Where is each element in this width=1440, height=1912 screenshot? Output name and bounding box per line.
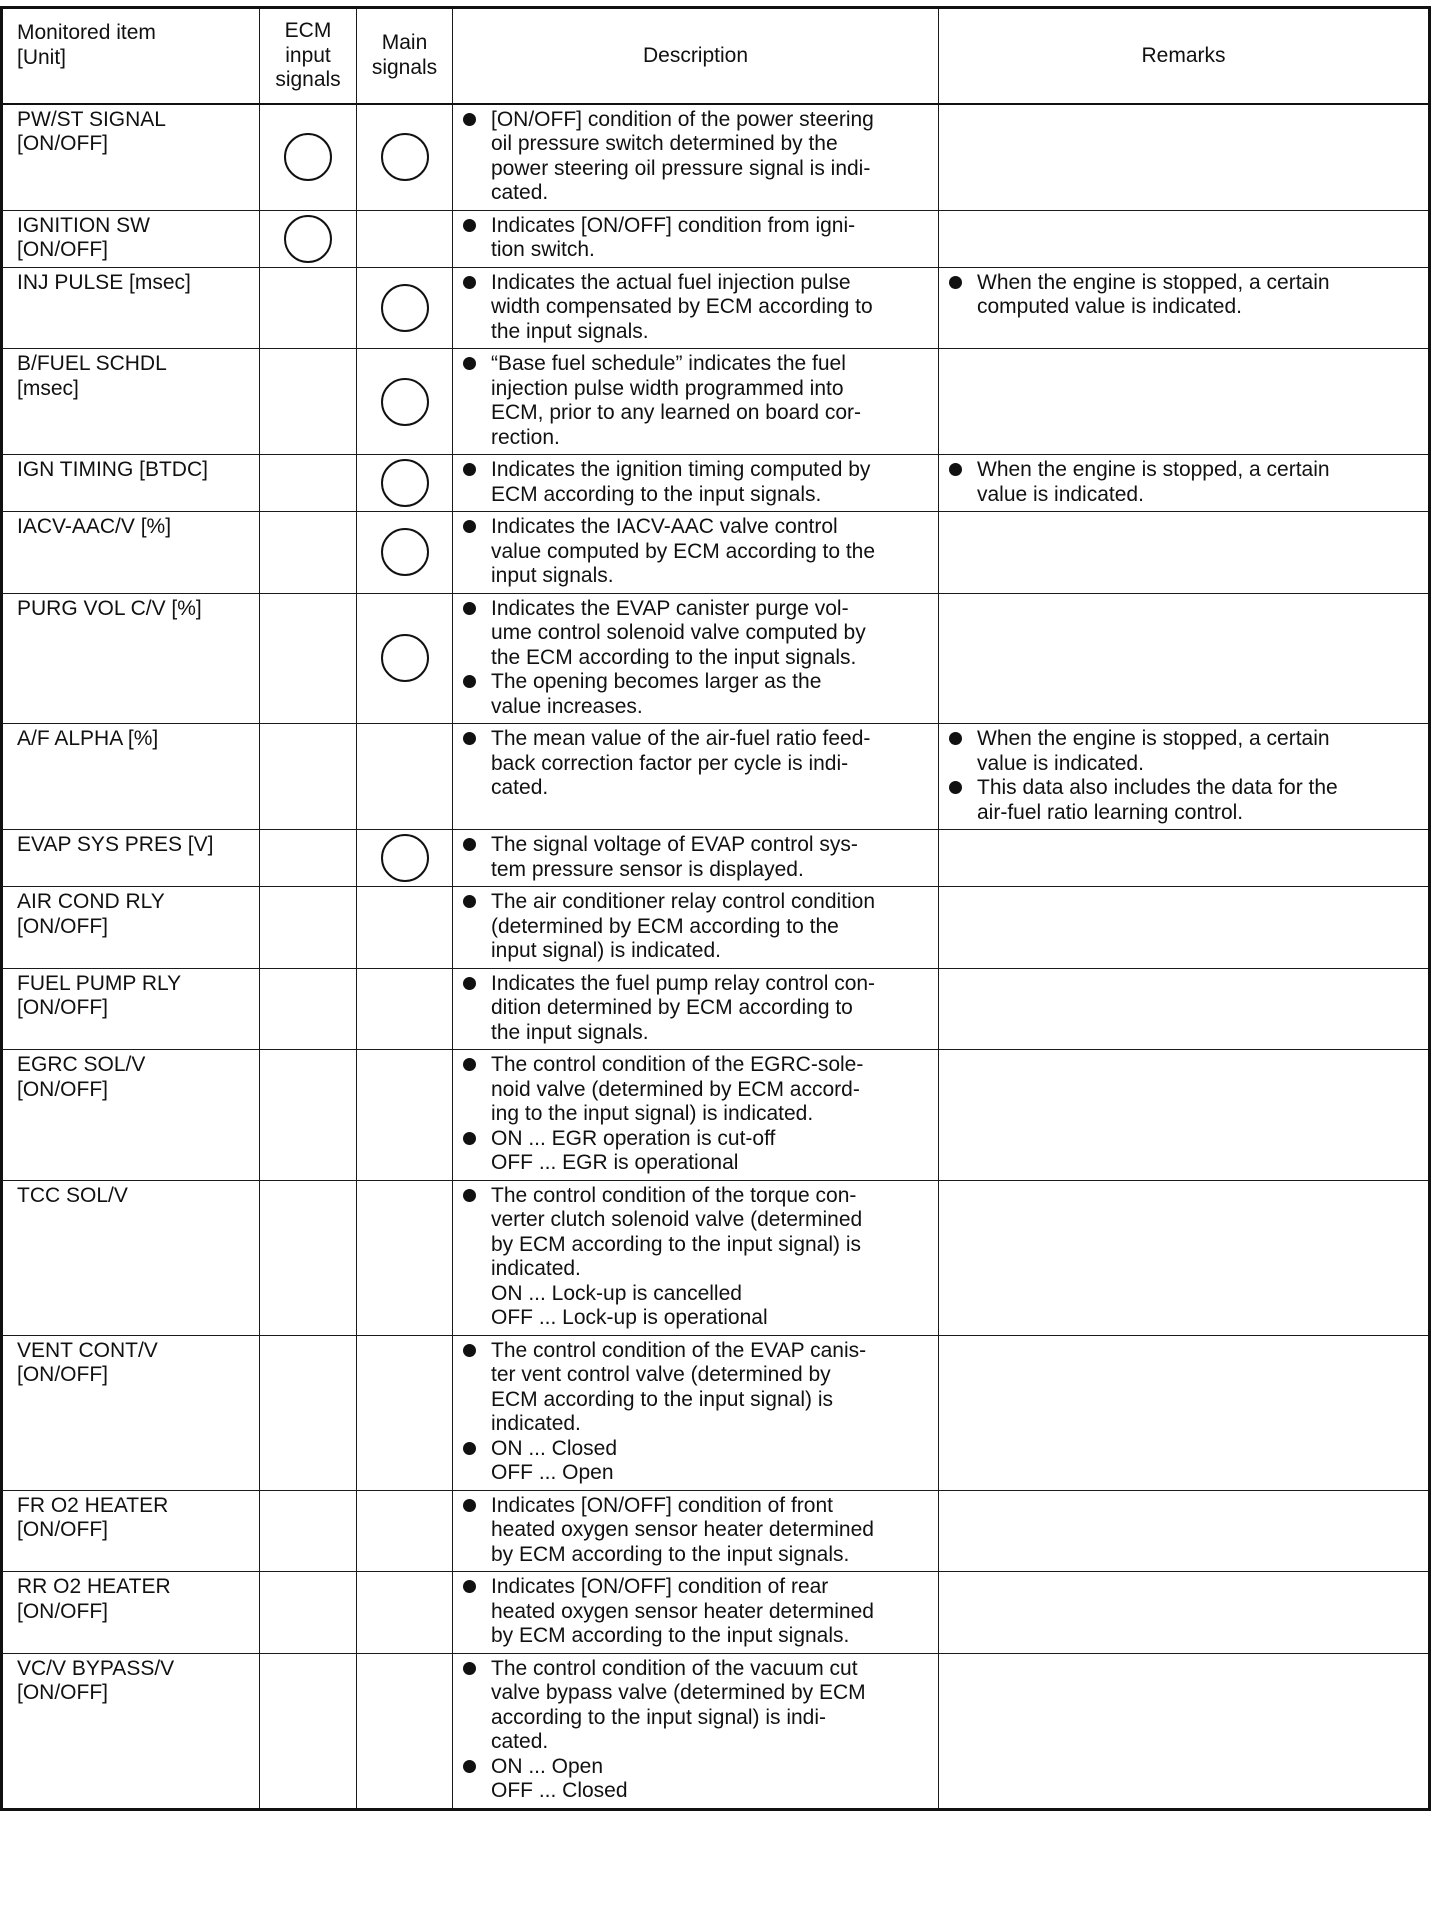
remarks-cell: [939, 455, 1430, 512]
remarks-cell: [939, 512, 1430, 594]
description-point-text: Indicates [ON/OFF] condition of rear heated oxygen sensor heater determined by ECM according to the input signals.: [491, 1575, 874, 1647]
remarks-cell: [939, 210, 1430, 267]
ecm-input-signal-cell: [260, 1490, 357, 1572]
description-cell: [453, 512, 939, 594]
description-point: [461, 458, 932, 507]
table-row: [2, 887, 1430, 969]
description-point: [461, 515, 932, 589]
bullet-icon: [463, 1058, 476, 1071]
bullet-icon: [463, 602, 476, 615]
description-cell: [453, 210, 939, 267]
description-cell: [453, 1180, 939, 1335]
ecm-input-signal-cell: [260, 349, 357, 455]
header-main-signals: Main signals: [357, 8, 453, 104]
monitored-item-name: VENT CONT/V [ON/OFF]: [2, 1335, 260, 1490]
remarks-cell: [939, 267, 1430, 349]
remark-point: [947, 727, 1422, 776]
monitored-item-name: PURG VOL C/V [%]: [2, 593, 260, 724]
remark-point: [947, 458, 1422, 507]
ecm-input-signal-cell: [260, 830, 357, 887]
monitored-item-name: EVAP SYS PRES [V]: [2, 830, 260, 887]
remarks-cell: [939, 968, 1430, 1050]
monitored-item-name: PW/ST SIGNAL [ON/OFF]: [2, 104, 260, 211]
description-point: [461, 108, 932, 206]
description-point-text: The air conditioner relay control condition (determined by ECM according to the input signal) is indicated.: [491, 890, 876, 962]
bullet-icon: [463, 1132, 476, 1145]
table-row: [2, 724, 1430, 830]
bullet-icon: [463, 276, 476, 289]
description-point: [461, 352, 932, 450]
description-point-text: Indicates the fuel pump relay control con- dition determined by ECM according to the input signals.: [491, 971, 876, 1044]
table-row: [2, 104, 1430, 211]
monitored-item-name: FUEL PUMP RLY [ON/OFF]: [2, 968, 260, 1050]
main-signal-cell: [357, 349, 453, 455]
description-point: [461, 1127, 932, 1176]
remarks-cell: [939, 349, 1430, 455]
description-point: [461, 972, 932, 1046]
description-point-text: The mean value of the air-fuel ratio feed- back correction factor per cycle is indi- cated.: [491, 727, 871, 799]
monitored-item-name: AIR COND RLY [ON/OFF]: [2, 887, 260, 969]
description-point-text: Indicates the IACV-AAC valve control value computed by ECM according to the input signals.: [491, 515, 876, 587]
ecm-input-mark: [284, 215, 332, 263]
table-row: [2, 968, 1430, 1050]
description-point-text: “Base fuel schedule” indicates the fuel injection pulse width programmed into ECM, prior to any learned on board cor- rection.: [491, 352, 862, 449]
bullet-icon: [463, 1580, 476, 1593]
main-signal-cell: [357, 1050, 453, 1181]
monitored-items-table: [0, 6, 1431, 1811]
table-row: [2, 1180, 1430, 1335]
ecm-input-signal-cell: [260, 104, 357, 211]
monitored-item-name: VC/V BYPASS/V [ON/OFF]: [2, 1653, 260, 1809]
table-row: [2, 1335, 1430, 1490]
description-point-text: The control condition of the vacuum cut valve bypass valve (determined by ECM according to the input signal) is indi- cated.: [491, 1656, 866, 1753]
description-point: [461, 890, 932, 964]
description-cell: [453, 593, 939, 724]
bullet-icon: [463, 732, 476, 745]
description-point: [461, 214, 932, 263]
table-header-row: [2, 8, 1430, 104]
bullet-icon: [463, 1442, 476, 1455]
description-cell: [453, 1653, 939, 1809]
table-row: [2, 1653, 1430, 1809]
description-cell: [453, 1050, 939, 1181]
main-signal-mark: [381, 459, 429, 507]
description-cell: [453, 968, 939, 1050]
bullet-icon: [463, 977, 476, 990]
ecm-input-signal-cell: [260, 887, 357, 969]
main-signal-cell: [357, 830, 453, 887]
main-signal-cell: [357, 1490, 453, 1572]
ecm-input-signal-cell: [260, 512, 357, 594]
ecm-input-mark: [284, 133, 332, 181]
table-row: [2, 1050, 1430, 1181]
remarks-cell: [939, 593, 1430, 724]
description-point: [461, 1575, 932, 1649]
table-row: [2, 210, 1430, 267]
table-row: [2, 349, 1430, 455]
description-point: [461, 271, 932, 345]
ecm-input-signal-cell: [260, 267, 357, 349]
ecm-input-signal-cell: [260, 1335, 357, 1490]
bullet-icon: [463, 219, 476, 232]
bullet-icon: [463, 1662, 476, 1675]
main-signal-mark: [381, 634, 429, 682]
monitored-item-name: B/FUEL SCHDL [msec]: [2, 349, 260, 455]
remarks-cell: [939, 1180, 1430, 1335]
main-signal-cell: [357, 512, 453, 594]
monitored-item-name: IGN TIMING [BTDC]: [2, 455, 260, 512]
header-description: Description: [453, 8, 939, 104]
bullet-icon: [463, 1760, 476, 1773]
ecm-input-signal-cell: [260, 1050, 357, 1181]
bullet-icon: [463, 463, 476, 476]
description-point-text: Indicates [ON/OFF] condition of front heated oxygen sensor heater determined by ECM according to the input signals.: [491, 1493, 874, 1566]
remarks-cell: [939, 1653, 1430, 1809]
description-cell: [453, 887, 939, 969]
bullet-icon: [463, 838, 476, 851]
description-point: [461, 1437, 932, 1486]
description-point-text: The control condition of the EGRC-sole- noid valve (determined by ECM accord- ing to the input signal) is indicated.: [491, 1053, 864, 1125]
description-point-text: Indicates the actual fuel injection pulse width compensated by ECM according to the input signals.: [491, 270, 873, 343]
monitored-item-name: IACV-AAC/V [%]: [2, 512, 260, 594]
main-signal-cell: [357, 267, 453, 349]
description-point: [461, 1755, 932, 1804]
table-row: [2, 593, 1430, 724]
main-signal-mark: [381, 378, 429, 426]
ecm-input-signal-cell: [260, 1180, 357, 1335]
monitored-item-name: IGNITION SW [ON/OFF]: [2, 210, 260, 267]
description-cell: [453, 104, 939, 211]
main-signal-mark: [381, 284, 429, 332]
bullet-icon: [949, 276, 962, 289]
monitored-item-name: INJ PULSE [msec]: [2, 267, 260, 349]
main-signal-cell: [357, 1572, 453, 1654]
header-remarks: Remarks: [939, 8, 1430, 104]
bullet-icon: [463, 895, 476, 908]
description-cell: [453, 830, 939, 887]
main-signal-cell: [357, 1180, 453, 1335]
monitored-item-name: RR O2 HEATER [ON/OFF]: [2, 1572, 260, 1654]
remark-point-text: When the engine is stopped, a certain value is indicated.: [977, 727, 1330, 775]
description-cell: [453, 1572, 939, 1654]
table-row: [2, 267, 1430, 349]
remarks-cell: [939, 1335, 1430, 1490]
header-ecm-input-signals: ECM input signals: [260, 8, 357, 104]
description-cell: [453, 1490, 939, 1572]
description-point-text: Indicates the ignition timing computed by ECM according to the input signals.: [491, 458, 871, 506]
bullet-icon: [463, 357, 476, 370]
description-point-text: Indicates [ON/OFF] condition from igni- tion switch.: [491, 213, 856, 261]
description-point: [461, 1339, 932, 1437]
ecm-input-signal-cell: [260, 210, 357, 267]
description-point-text: Indicates the EVAP canister purge vol- ume control solenoid valve computed by the ECM according to the input signals.: [491, 596, 866, 669]
main-signal-cell: [357, 593, 453, 724]
description-point-text: ON ... Closed OFF ... Open: [491, 1436, 618, 1484]
monitored-item-name: A/F ALPHA [%]: [2, 724, 260, 830]
monitored-item-name: EGRC SOL/V [ON/OFF]: [2, 1050, 260, 1181]
description-point-text: ON ... Open OFF ... Closed: [491, 1754, 628, 1802]
description-cell: [453, 724, 939, 830]
main-signal-cell: [357, 210, 453, 267]
table-row: [2, 1572, 1430, 1654]
description-cell: [453, 349, 939, 455]
table-row: [2, 1490, 1430, 1572]
bullet-icon: [949, 463, 962, 476]
main-signal-cell: [357, 887, 453, 969]
monitored-item-name: TCC SOL/V: [2, 1180, 260, 1335]
remarks-cell: [939, 104, 1430, 211]
description-cell: [453, 1335, 939, 1490]
remarks-cell: [939, 830, 1430, 887]
ecm-input-signal-cell: [260, 593, 357, 724]
main-signal-mark: [381, 834, 429, 882]
ecm-input-signal-cell: [260, 724, 357, 830]
bullet-icon: [463, 1499, 476, 1512]
main-signal-cell: [357, 724, 453, 830]
description-point: [461, 670, 932, 719]
main-signal-mark: [381, 528, 429, 576]
main-signal-cell: [357, 1335, 453, 1490]
main-signal-cell: [357, 1653, 453, 1809]
description-point: [461, 833, 932, 882]
description-point: [461, 1494, 932, 1568]
remark-point: [947, 271, 1422, 320]
main-signal-cell: [357, 104, 453, 211]
description-point-text: The control condition of the torque con- verter clutch solenoid valve (determined by ECM according to the input signal) is indicated. ON ... Lock-up is cancelled OFF ... Lock-up is operational: [491, 1183, 863, 1329]
bullet-icon: [463, 113, 476, 126]
ecm-input-signal-cell: [260, 1572, 357, 1654]
description-point: [461, 1184, 932, 1331]
remark-point-text: When the engine is stopped, a certain value is indicated.: [977, 458, 1330, 506]
header-monitored-item: Monitored item [Unit]: [2, 8, 260, 104]
main-signal-cell: [357, 455, 453, 512]
main-signal-cell: [357, 968, 453, 1050]
description-point: [461, 727, 932, 801]
remarks-cell: [939, 1490, 1430, 1572]
bullet-icon: [463, 520, 476, 533]
bullet-icon: [949, 732, 962, 745]
ecm-input-signal-cell: [260, 455, 357, 512]
description-point-text: The opening becomes larger as the value increases.: [491, 670, 822, 718]
description-point-text: [ON/OFF] condition of the power steering oil pressure switch determined by the power steering oil pressure signal is indi- cated.: [491, 107, 874, 204]
description-point-text: The control condition of the EVAP canis- ter vent control valve (determined by ECM according to the input signal) is indicated.: [491, 1338, 867, 1435]
table-row: [2, 830, 1430, 887]
bullet-icon: [463, 1189, 476, 1202]
description-point: [461, 1053, 932, 1127]
monitored-item-name: FR O2 HEATER [ON/OFF]: [2, 1490, 260, 1572]
ecm-input-signal-cell: [260, 968, 357, 1050]
remarks-cell: [939, 1572, 1430, 1654]
main-signal-mark: [381, 133, 429, 181]
remarks-cell: [939, 724, 1430, 830]
remarks-cell: [939, 887, 1430, 969]
bullet-icon: [463, 1344, 476, 1357]
table-row: [2, 455, 1430, 512]
table-row: [2, 512, 1430, 594]
ecm-input-signal-cell: [260, 1653, 357, 1809]
description-point-text: ON ... EGR operation is cut-off OFF ... EGR is operational: [491, 1126, 776, 1174]
description-point-text: The signal voltage of EVAP control sys- tem pressure sensor is displayed.: [491, 833, 858, 881]
description-cell: [453, 455, 939, 512]
description-cell: [453, 267, 939, 349]
bullet-icon: [463, 675, 476, 688]
remarks-cell: [939, 1050, 1430, 1181]
remark-point: [947, 776, 1422, 825]
description-point: [461, 597, 932, 671]
remark-point-text: When the engine is stopped, a certain computed value is indicated.: [977, 270, 1330, 318]
description-point: [461, 1657, 932, 1755]
bullet-icon: [949, 781, 962, 794]
remark-point-text: This data also includes the data for the air-fuel ratio learning control.: [977, 776, 1338, 824]
